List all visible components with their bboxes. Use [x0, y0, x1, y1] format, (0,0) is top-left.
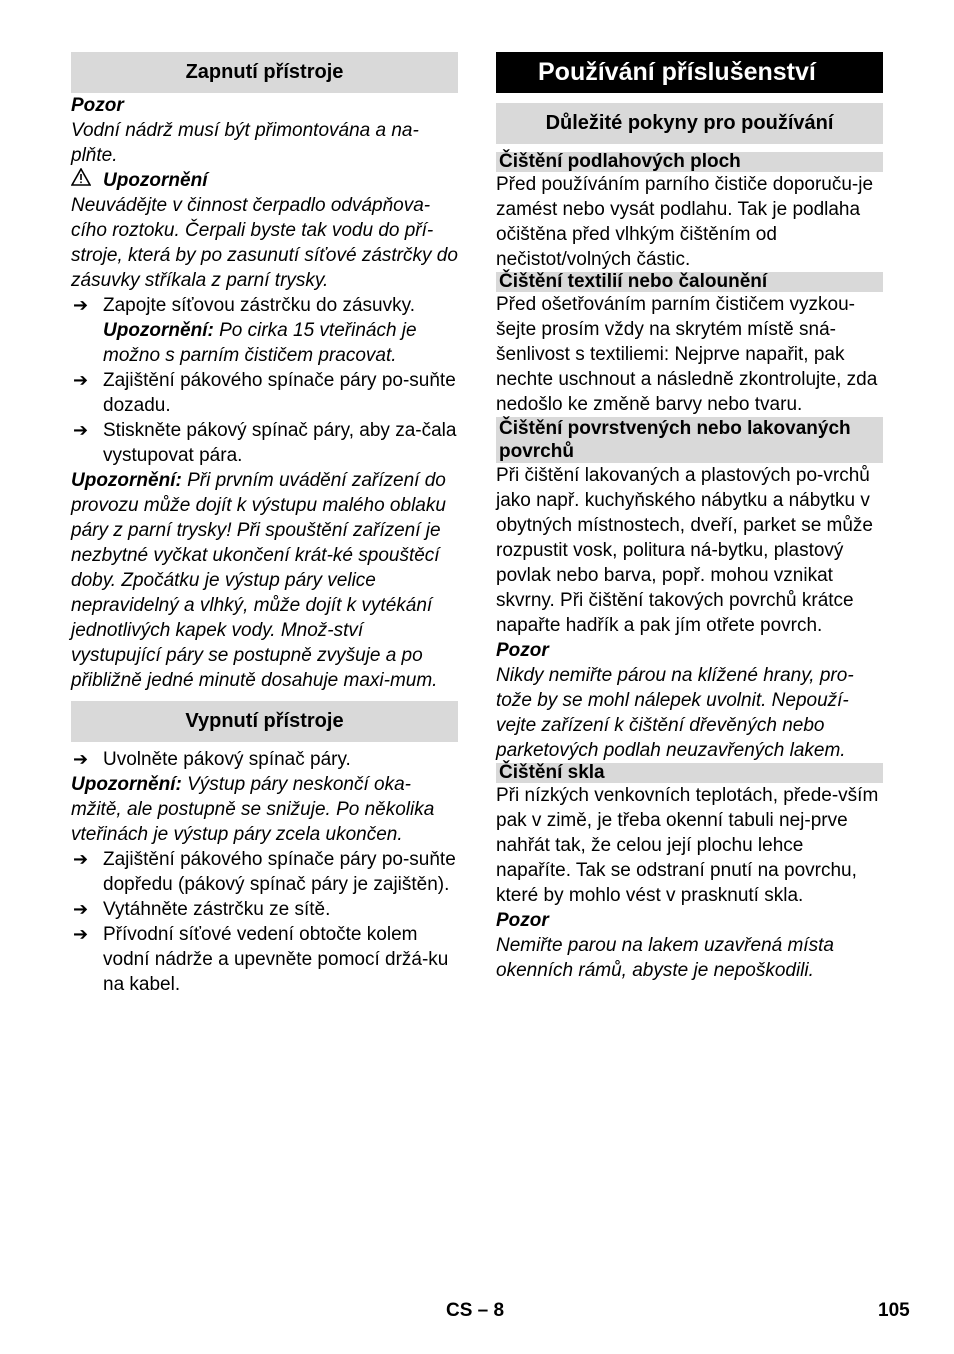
- step-note: [103, 318, 458, 368]
- pozor-label: Pozor: [496, 910, 549, 931]
- pozor-text: Nikdy nemiřte párou na klížené hrany, pro-tože by se mohl nálepek uvolnit. Nepouží-vejte zařízení k čištění dřevěných nebo parketových podlah neuzavřených lakem.: [496, 665, 854, 761]
- warning-icon: [71, 168, 93, 193]
- subsection-heading: Čištění podlahových ploch: [496, 152, 883, 172]
- subsection-heading: Čištění textilií nebo čalounění: [496, 272, 883, 292]
- pozor-text: Vodní nádrž musí být přimontována a na-plňte.: [71, 120, 419, 166]
- footer-section-marker: CS – 8: [446, 1300, 505, 1321]
- step-text: Zapojte síťovou zástrčku do zásuvky.: [103, 295, 415, 316]
- paragraph: Při nízkých venkovních teplotách, přede-vším pak v zimě, je třeba okenní tabuli nej-prve nahřát tak, že celou její plochu lehce napaříte. Tak se odstraní pnutí na povrchu, které by mohlo vést v prasknutí skla.: [496, 785, 879, 906]
- step-text: Přívodní síťové vedení obtočte kolem vodní nádrže a upevněte pomocí držá-ku na kabel.: [103, 924, 449, 995]
- note-paragraph: [71, 468, 458, 693]
- step-text: Uvolněte pákový spínač páry.: [103, 749, 351, 770]
- upozorneni-text: Neuvádějte v činnost čerpadlo odvápňova-cího roztoku. Čerpali byste tak vodu do pří-stroje, která by po zasunutí síťové zástrčky do zásuvky stříkala z parní trysky.: [71, 195, 458, 291]
- upozorneni-heading: [71, 168, 458, 193]
- section-title: Důležité pokyny pro používání: [496, 103, 883, 144]
- note-label: Upozornění:: [71, 470, 182, 491]
- paragraph: Před ošetřováním parním čističem vyzkou-šejte prosím vždy na skrytém místě sná-šenlivost s textiliemi: Nejprve napařit, pak nechte uschnout a následně zkontrolujte, zda nedošlo ke změně barvy nebo tvaru.: [496, 294, 878, 415]
- step-item: [71, 897, 458, 922]
- note-text: Při prvním uvádění zařízení do provozu může dojít k výstupu malého oblaku páry z parní trysky! Při spouštění zařízení je nezbytné vyčkat ukončení krát-ké spouštěcí doby. Zpočátku je výstup páry velice nepravidelný a vlhký, může dojít k vytékání jednotlivých kapek vody. Množ-ství vystupující páry se postupně zvyšuje a po přibližně jedné minutě dosahuje maxi-mum.: [71, 470, 446, 691]
- step-item: [71, 368, 458, 418]
- section-title-zapnuti: Zapnutí přístroje: [71, 52, 458, 93]
- arrow-right-icon: ➔: [73, 924, 89, 944]
- step-item: [71, 747, 458, 772]
- arrow-right-icon: ➔: [73, 749, 89, 769]
- left-column: [71, 52, 458, 997]
- pozor-label: Pozor: [496, 640, 549, 661]
- step-text: Zajištění pákového spínače páry po-suňte dozadu.: [103, 370, 456, 416]
- arrow-right-icon: ➔: [73, 295, 89, 315]
- note-text: Výstup páry neskončí oka-mžitě, ale postupně se snižuje. Po několika vteřinách je výstup páry zcela ukončen.: [71, 774, 435, 845]
- paragraph: Při čištění lakovaných a plastových po-vrchů jako např. kuchyňského nábytku a nábytku v obytných místnostech, dveří, parket se může rozpustit vosk, politura ná-bytku, plastový povlak nebo barva, popř. mohou vznikat skvrny. Při čištění takových povrchů krátce napařte hadřík a pak jím otřete povrch.: [496, 465, 874, 636]
- paragraph: Před používáním parního čističe doporuču-je zamést nebo vysát podlahu. Tak je podlaha očištěna před vlhkým čištěním od nečistot/volných částic.: [496, 174, 874, 270]
- page-number: 105: [878, 1300, 910, 1321]
- subsection-heading: Čištění povrstvených nebo lakovaných povrchů: [496, 417, 883, 463]
- section-title-vypnuti: Vypnutí přístroje: [71, 701, 458, 742]
- step-text: Stiskněte pákový spínač páry, aby za-čala vystupovat pára.: [103, 420, 457, 466]
- note-label: Upozornění:: [71, 774, 182, 795]
- main-title: Používání příslušenství: [496, 52, 883, 93]
- subsection-heading: Čištění skla: [496, 763, 883, 783]
- pozor-label: Pozor: [71, 95, 124, 116]
- step-text: Vytáhněte zástrčku ze sítě.: [103, 899, 331, 920]
- step-item: [71, 293, 458, 368]
- right-column: [496, 52, 883, 983]
- arrow-right-icon: ➔: [73, 899, 89, 919]
- step-item: [71, 922, 458, 997]
- arrow-right-icon: ➔: [73, 849, 89, 869]
- arrow-right-icon: ➔: [73, 370, 89, 390]
- upozorneni-label: Upozornění: [103, 170, 208, 191]
- note-label: Upozornění:: [103, 320, 214, 341]
- step-text: Zajištění pákového spínače páry po-suňte dopředu (pákový spínač páry je zajištěn).: [103, 849, 456, 895]
- note-text: Po cirka 15 vteřinách je možno s parním čističem pracovat.: [103, 320, 417, 366]
- pozor-text: Nemiřte parou na lakem uzavřená místa okenních rámů, abyste je nepoškodili.: [496, 935, 834, 981]
- step-item: [71, 418, 458, 468]
- step-item: [71, 847, 458, 897]
- note-paragraph: [71, 772, 458, 847]
- arrow-right-icon: ➔: [73, 420, 89, 440]
